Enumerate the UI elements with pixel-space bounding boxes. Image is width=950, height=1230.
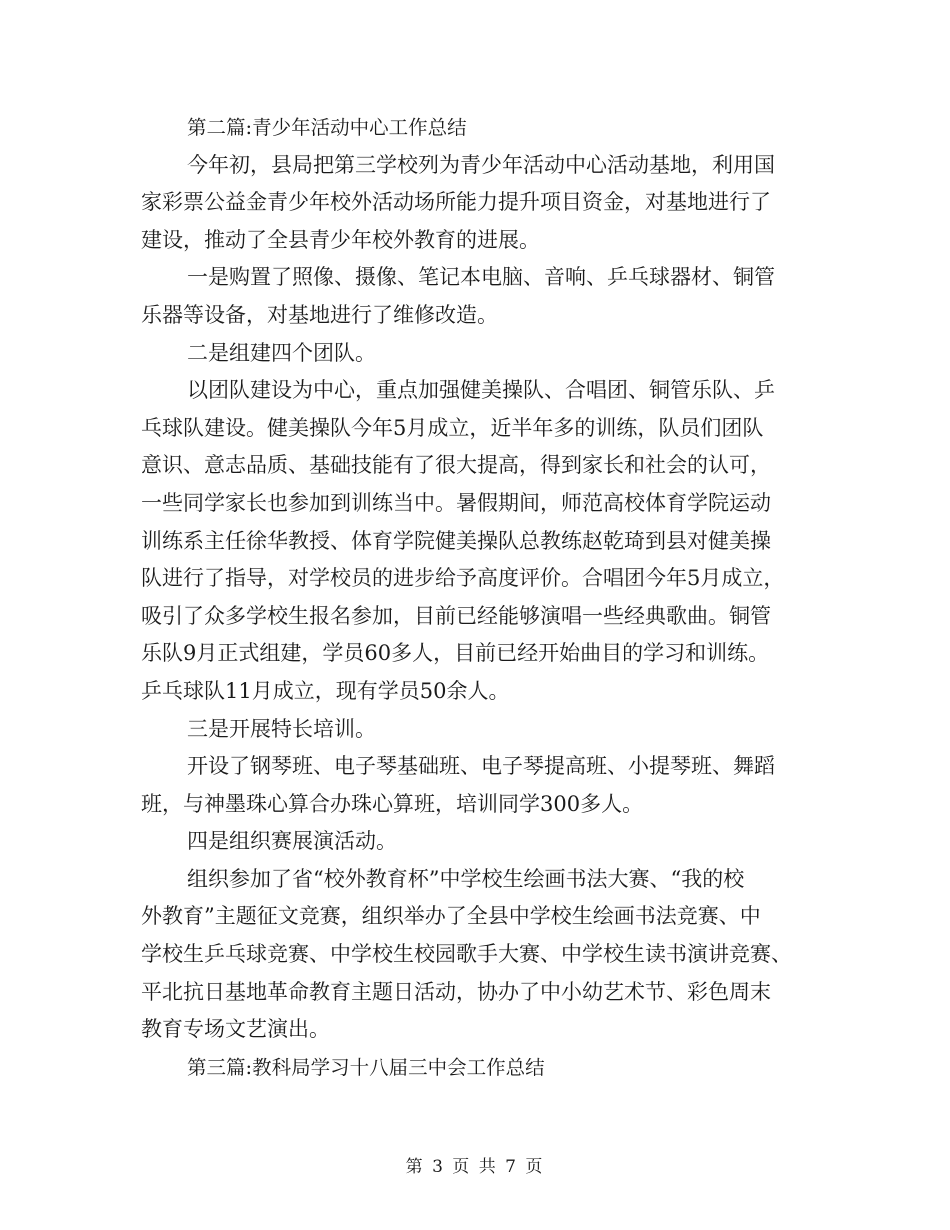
text-line: 以团队建设为中心，重点加强健美操队、合唱团、铜管乐队、乒 xyxy=(187,378,775,403)
text-line: 开设了钢琴班、电子琴基础班、电子琴提高班、小提琴班、舞蹈 xyxy=(187,754,775,779)
text-line: 二是组建四个团队。 xyxy=(187,340,376,365)
text-line: 三是开展特长培训。 xyxy=(187,716,376,741)
text-line: 乓球队建设。健美操队今年5月成立，近半年多的训练，队员们团队 xyxy=(141,415,764,440)
text-line: 建设，推动了全县青少年校外教育的进展。 xyxy=(141,227,540,252)
text-line: 学校生乒乓球竞赛、中学校生校园歌手大赛、中学校生读书演讲竞赛、 xyxy=(141,942,792,967)
text-line: 乐器等设备，对基地进行了维修改造。 xyxy=(141,302,498,327)
text-line: 队进行了指导，对学校员的进步给予高度评价。合唱团今年5月成立， xyxy=(141,566,785,591)
text-line: 平北抗日基地革命教育主题日活动，协办了中小幼艺术节、彩色周末 xyxy=(141,979,771,1004)
text-line: 一是购置了照像、摄像、笔记本电脑、音响、乒乓球器材、铜管 xyxy=(187,265,775,290)
section-heading: 第三篇:教科局学习十八届三中会工作总结 xyxy=(187,1055,545,1079)
text-line: 一些同学家长也参加到训练当中。暑假期间，师范高校体育学院运动 xyxy=(141,490,771,515)
text-line: 组织参加了省“校外教育杯”中学校生绘画书法大赛、“我的校 xyxy=(187,866,745,891)
text-line: 乒乓球队11月成立，现有学员50余人。 xyxy=(141,678,510,703)
section-heading: 第二篇:青少年活动中心工作总结 xyxy=(187,116,467,139)
text-line: 意识、意志品质、基础技能有了很大提高，得到家长和社会的认可， xyxy=(141,453,771,478)
text-line: 外教育”主题征文竞赛，组织举办了全县中学校生绘画书法竞赛、中 xyxy=(141,904,761,929)
document-body xyxy=(141,109,811,1086)
text-line: 班，与神墨珠心算合办珠心算班，培训同学300多人。 xyxy=(141,791,644,816)
text-line: 教育专场文艺演出。 xyxy=(141,1017,330,1042)
text-line: 乐队9月正式组建，学员60多人，目前已经开始曲目的学习和训练。 xyxy=(141,641,770,666)
text-line: 今年初，县局把第三学校列为青少年活动中心活动基地，利用国 xyxy=(187,152,775,177)
page-footer: 第 3 页 共 7 页 xyxy=(405,1157,545,1177)
text-line: 四是组织赛展演活动。 xyxy=(187,829,397,854)
text-line: 家彩票公益金青少年校外活动场所能力提升项目资金，对基地进行了 xyxy=(141,190,771,215)
text-line: 训练系主任徐华教授、体育学院健美操队总教练赵乾琦到县对健美操 xyxy=(141,528,771,553)
text-line: 吸引了众多学校生报名参加，目前已经能够演唱一些经典歌曲。铜管 xyxy=(141,603,771,628)
